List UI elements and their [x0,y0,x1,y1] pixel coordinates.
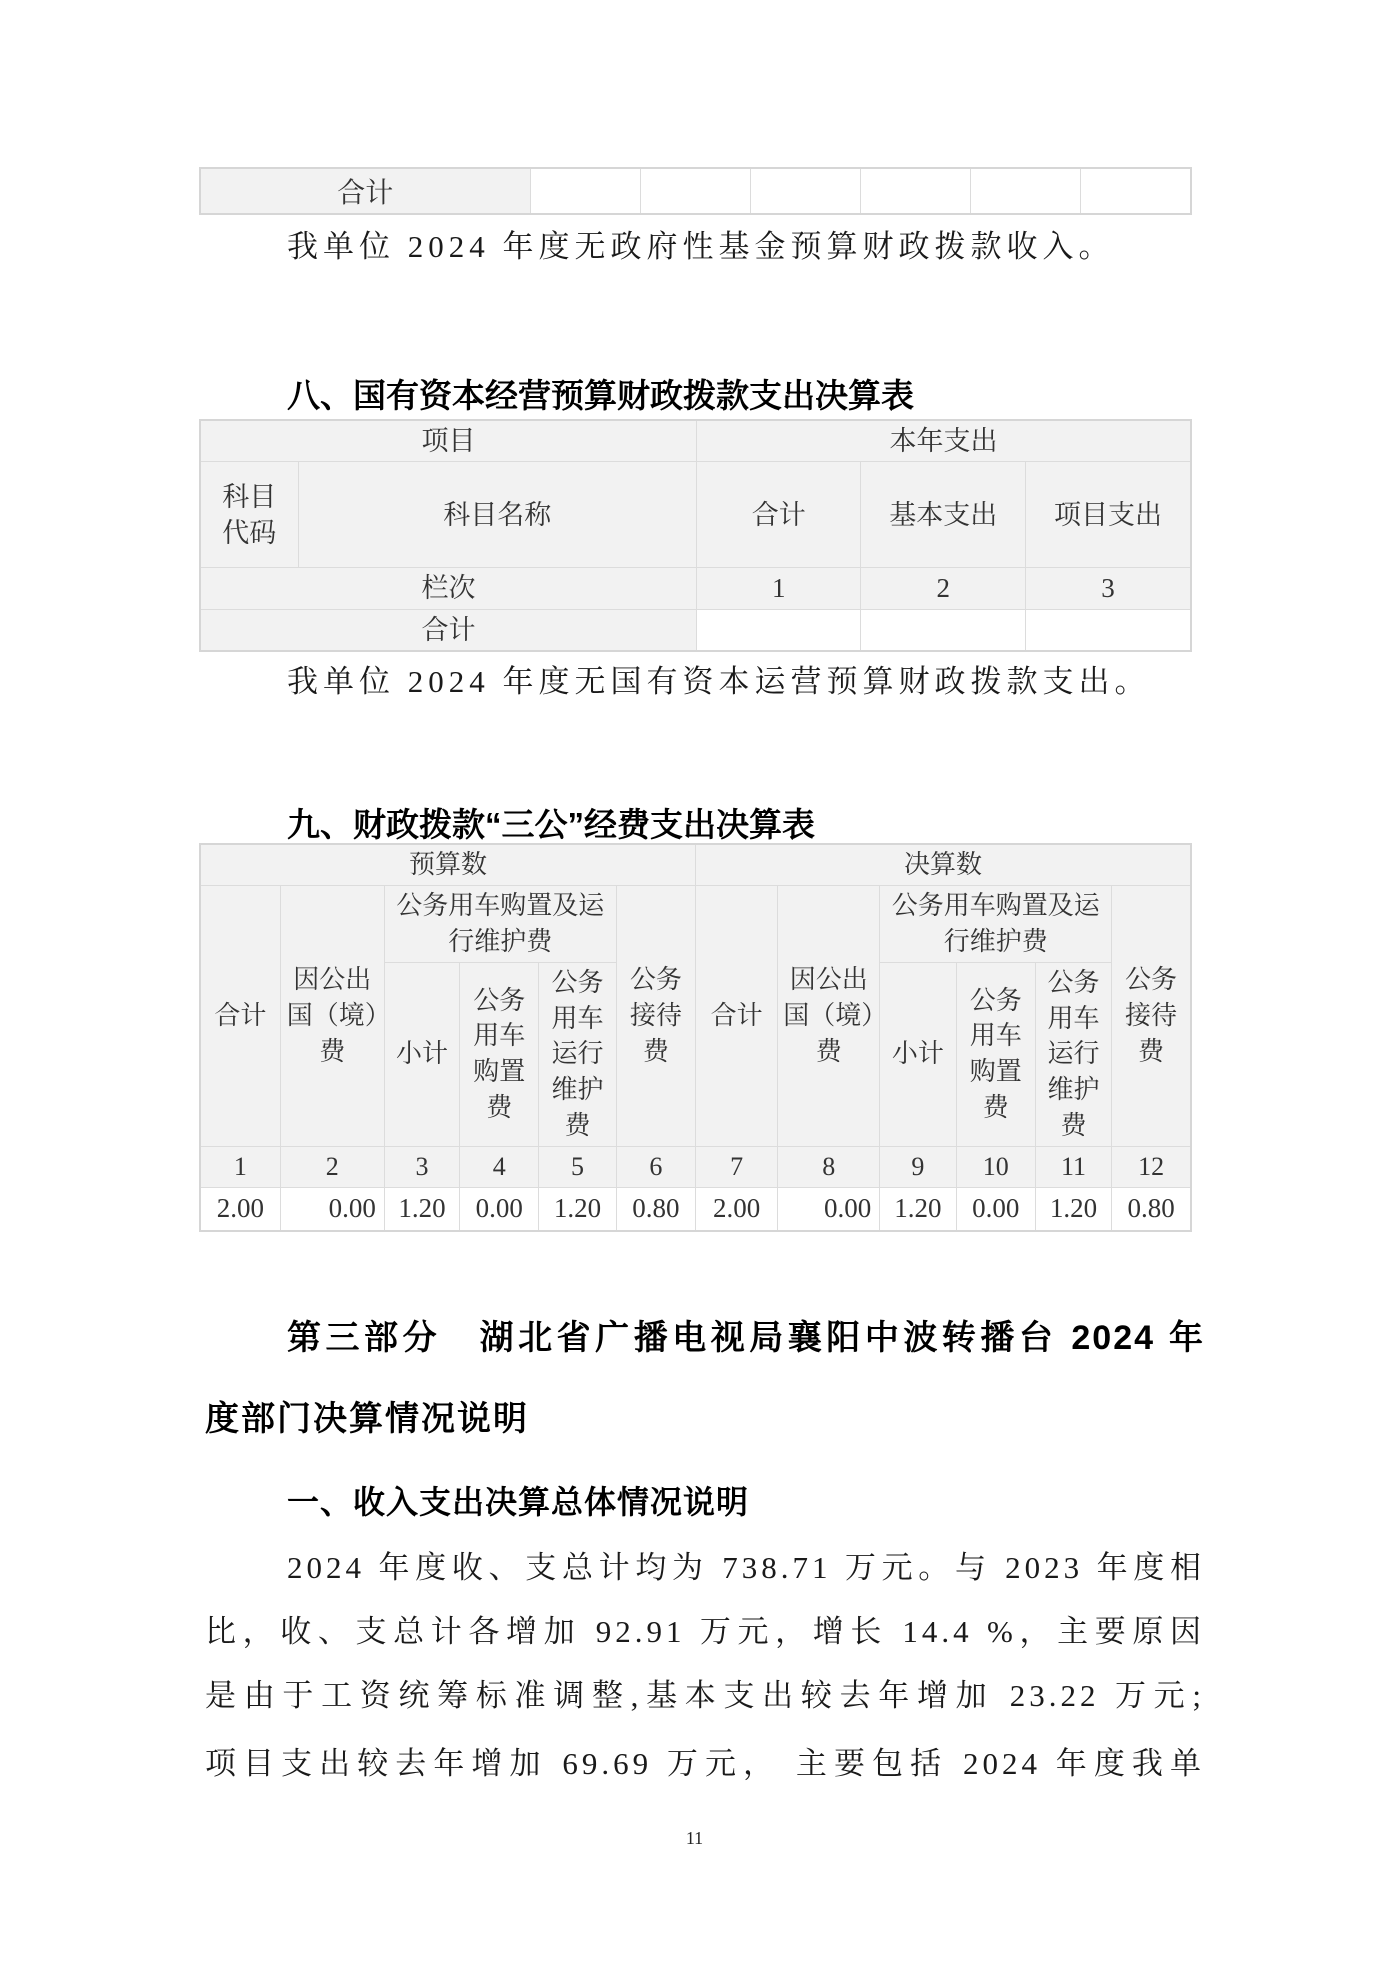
col-vehicle-group-budget: 公务用车购置及运行维护费 [384,885,616,962]
paragraph-line: 是由于工资统筹标准调整,基本支出较去年增加 23.22 万元; [205,1678,1205,1713]
value-cell: 0.80 [1112,1188,1191,1231]
section8-table [199,419,1192,652]
index-cell: 1 [696,568,861,609]
column-number: 10 [956,1147,1035,1188]
col-subject-code: 科目代码 [200,462,298,568]
group-year-expenditure: 本年支出 [696,420,1191,462]
index-cell: 2 [861,568,1026,609]
value-cell: 0.00 [956,1188,1035,1231]
paragraph-no-gov-fund: 我单位 2024 年度无政府性基金预算财政拨款收入。 [287,229,1115,264]
row-index-label: 栏次 [200,568,696,609]
paragraph-line: 2024 年度收、支总计均为 738.71 万元。与 2023 年度相 [287,1550,1205,1585]
table-row [200,420,1191,462]
column-number: 9 [880,1147,956,1188]
paragraph-line: 比，收、支总计各增加 92.91 万元，增长 14.4 %，主要原因 [205,1614,1205,1649]
column-number: 1 [200,1147,280,1188]
value-cell: 1.20 [1035,1188,1111,1231]
value-cell: 2.00 [200,1188,280,1231]
part3-heading-line2: 度部门决算情况说明 [205,1400,529,1438]
page-number: 11 [685,1828,704,1848]
continued-table [199,167,1192,215]
table-row [200,1188,1191,1231]
col-vehicle-subtotal-budget: 小计 [384,962,459,1146]
value-cell: 0.00 [778,1188,880,1231]
col-total: 合计 [696,462,861,568]
column-number: 4 [460,1147,539,1188]
empty-cell [750,168,860,214]
empty-cell [860,168,970,214]
table-row [200,568,1191,609]
table-row [200,168,1191,214]
col-reception-budget: 公务接待费 [616,885,695,1146]
value-cell: 0.00 [280,1188,384,1231]
row-total-label: 合计 [200,609,696,651]
table-row [200,844,1191,885]
final-header: 决算数 [695,844,1191,885]
index-cell: 3 [1025,568,1191,609]
budget-header: 预算数 [200,844,695,885]
empty-cell [696,609,861,651]
paragraph-line: 项目支出较去年增加 69.69 万元， 主要包括 2024 年度我单 [205,1746,1205,1781]
value-cell: 0.80 [616,1188,695,1231]
col-vehicle-group-final: 公务用车购置及运行维护费 [880,885,1112,962]
column-number: 5 [539,1147,616,1188]
col-vehicle-maintenance-final: 公务用车运行维护费 [1035,962,1111,1146]
table-row [200,609,1191,651]
col-abroad-budget: 因公出国（境）费 [280,885,384,1146]
column-number: 12 [1112,1147,1191,1188]
table-row [200,885,1191,962]
table-row [200,1147,1191,1188]
col-abroad-final: 因公出国（境）费 [778,885,880,1146]
empty-cell [1025,609,1191,651]
value-cell: 1.20 [539,1188,616,1231]
empty-cell [861,609,1026,651]
column-number: 11 [1035,1147,1111,1188]
part3-heading-line1: 第三部分 湖北省广播电视局襄阳中波转播台 2024 年 [287,1319,1205,1357]
value-cell: 1.20 [384,1188,459,1231]
column-number: 8 [778,1147,880,1188]
part3-sub-heading: 一、收入支出决算总体情况说明 [287,1484,750,1520]
column-number: 2 [280,1147,384,1188]
empty-cell [1080,168,1191,214]
col-vehicle-maintenance-budget: 公务用车运行维护费 [539,962,616,1146]
col-vehicle-subtotal-final: 小计 [880,962,956,1146]
col-vehicle-purchase-budget: 公务用车购置费 [460,962,539,1146]
column-number: 7 [695,1147,777,1188]
table-row [200,462,1191,568]
col-project-expenditure: 项目支出 [1025,462,1191,568]
col-total-final: 合计 [695,885,777,1146]
value-cell: 2.00 [695,1188,777,1231]
section9-table [199,843,1192,1232]
section9-heading: 九、财政拨款“三公”经费支出决算表 [287,806,815,843]
paragraph-no-state-capital: 我单位 2024 年度无国有资本运营预算财政拨款支出。 [287,664,1151,699]
value-cell: 0.00 [460,1188,539,1231]
value-cell: 1.20 [880,1188,956,1231]
col-total-budget: 合计 [200,885,280,1146]
section8-heading: 八、国有资本经营预算财政拨款支出决算表 [287,377,914,414]
col-reception-final: 公务接待费 [1112,885,1191,1146]
empty-cell [640,168,750,214]
col-basic-expenditure: 基本支出 [861,462,1026,568]
col-subject-name: 科目名称 [298,462,696,568]
empty-cell [530,168,640,214]
column-number: 3 [384,1147,459,1188]
group-project: 项目 [200,420,696,462]
empty-cell [970,168,1080,214]
total-row-label: 合计 [200,168,530,214]
col-vehicle-purchase-final: 公务用车购置费 [956,962,1035,1146]
column-number: 6 [616,1147,695,1188]
